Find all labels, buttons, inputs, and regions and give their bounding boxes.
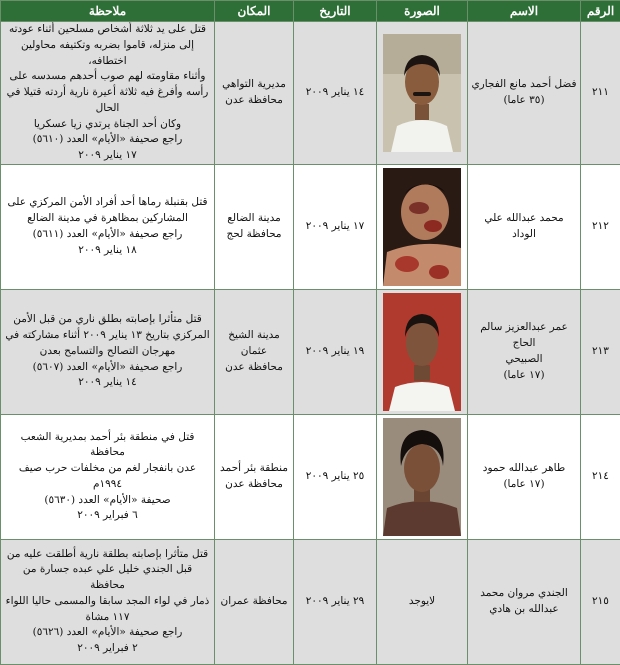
header-date: التاريخ bbox=[294, 1, 377, 22]
name-age: (١٧ عاما) bbox=[471, 477, 577, 493]
header-place: المكان bbox=[215, 1, 294, 22]
place-line: محافظة عدن bbox=[218, 93, 290, 109]
note-date: ٢ فبراير ٢٠٠٩ bbox=[4, 641, 211, 657]
portrait-photo bbox=[383, 34, 461, 152]
name-line: الصبيحي bbox=[471, 352, 577, 368]
portrait-photo bbox=[383, 418, 461, 536]
note-line: رأسه وأفرغ فيه ثلاثة أعيرة نارية أردته قتيلا في الحال bbox=[4, 85, 211, 117]
header-number: الرقم bbox=[581, 1, 620, 22]
table-row bbox=[1, 414, 620, 539]
row-note bbox=[1, 539, 215, 664]
name-line: عمر عبدالعزيز سالم الحاج bbox=[471, 320, 577, 352]
note-date: ١٨ يناير ٢٠٠٩ bbox=[4, 243, 211, 259]
note-line: المركزي بتاريخ ١٣ يناير ٢٠٠٩ أثناء مشاركته في bbox=[4, 328, 211, 344]
note-date: ١٤ يناير ٢٠٠٩ bbox=[4, 375, 211, 391]
note-line: وأثناء مقاومته لهم صوب أحدهم مسدسه على bbox=[4, 69, 211, 85]
row-photo bbox=[377, 164, 468, 289]
place-line: محافظة عدن bbox=[218, 360, 290, 376]
row-note bbox=[1, 22, 215, 165]
place-line: محافظة عدن bbox=[218, 477, 290, 493]
row-note bbox=[1, 289, 215, 414]
row-number: ٢١٤ bbox=[581, 414, 620, 539]
row-photo bbox=[377, 414, 468, 539]
row-number: ٢١١ bbox=[581, 22, 620, 165]
header-name: الاسم bbox=[468, 1, 581, 22]
row-date: ٢٥ يناير ٢٠٠٩ bbox=[294, 414, 377, 539]
row-note bbox=[1, 414, 215, 539]
place-line: عثمان bbox=[218, 344, 290, 360]
note-line: قتل في منطقة بئر أحمد بمديرية الشعب محافظة bbox=[4, 430, 211, 462]
row-name bbox=[468, 414, 581, 539]
note-line: ذمار في لواء المجد سابقا والمسمى حاليا اللواء bbox=[4, 594, 211, 610]
name-age: (١٧ عاما) bbox=[471, 368, 577, 384]
table-row bbox=[1, 164, 620, 289]
note-date: ٦ فبراير ٢٠٠٩ bbox=[4, 508, 211, 524]
note-line: قبل الجندي خليل علي عبده جسارة من محافظة bbox=[4, 562, 211, 594]
row-date: ١٧ يناير ٢٠٠٩ bbox=[294, 164, 377, 289]
row-photo bbox=[377, 22, 468, 165]
place-line: مدينة الشيخ bbox=[218, 328, 290, 344]
name-line: عبدالله بن هادي bbox=[471, 602, 577, 618]
place-line: مديرية التواهي bbox=[218, 77, 290, 93]
note-line: ١١٧ مشاة bbox=[4, 610, 211, 626]
row-number: ٢١٥ bbox=[581, 539, 620, 664]
row-photo bbox=[377, 289, 468, 414]
note-line: وكان أحد الجناة يرتدي زيا عسكريا bbox=[4, 117, 211, 133]
note-line: قتل متأثرا بإصابته بطلقة نارية أطلقت عليه من bbox=[4, 547, 211, 563]
row-place bbox=[215, 414, 294, 539]
note-line: مهرجان التصالح والتسامح بعدن bbox=[4, 344, 211, 360]
name-line: فضل أحمد مانع الفجاري bbox=[471, 77, 577, 93]
name-line: طاهر عبدالله حمود bbox=[471, 461, 577, 477]
portrait-photo bbox=[383, 168, 461, 286]
note-line: ١٩٩٤م bbox=[4, 477, 211, 493]
note-line: عدن بانفجار لغم من مخلفات حرب صيف bbox=[4, 461, 211, 477]
table-row bbox=[1, 539, 620, 664]
row-name bbox=[468, 539, 581, 664]
row-place bbox=[215, 164, 294, 289]
row-place bbox=[215, 289, 294, 414]
table-row bbox=[1, 22, 620, 165]
name-age: (٣٥ عاما) bbox=[471, 93, 577, 109]
note-line: إلى منزله، قاموا بضربه وتكتيفه محاولين اختطافه، bbox=[4, 38, 211, 70]
row-name bbox=[468, 289, 581, 414]
table-row bbox=[1, 289, 620, 414]
row-number: ٢١٣ bbox=[581, 289, 620, 414]
place-line: محافظة لحج bbox=[218, 227, 290, 243]
row-date: ٢٩ يناير ٢٠٠٩ bbox=[294, 539, 377, 664]
header-photo: الصورة bbox=[377, 1, 468, 22]
row-place bbox=[215, 539, 294, 664]
place-line: منطقة بئر أحمد bbox=[218, 461, 290, 477]
name-line: محمد عبدالله علي الوداد bbox=[471, 211, 577, 243]
note-source: راجع صحيفة «الأيام» العدد (٥٦١١) bbox=[4, 227, 211, 243]
row-name bbox=[468, 164, 581, 289]
note-line: المشاركين بمظاهرة في مدينة الضالع bbox=[4, 211, 211, 227]
row-place bbox=[215, 22, 294, 165]
header-row bbox=[1, 1, 620, 22]
note-source: صحيفة «الأيام» العدد (٥٦٣٠) bbox=[4, 493, 211, 509]
row-note bbox=[1, 164, 215, 289]
row-date: ١٩ يناير ٢٠٠٩ bbox=[294, 289, 377, 414]
header-note: ملاحظة bbox=[1, 1, 215, 22]
portrait-photo bbox=[383, 293, 461, 411]
note-date: ١٧ يناير ٢٠٠٩ bbox=[4, 148, 211, 164]
name-line: الجندي مروان محمد bbox=[471, 586, 577, 602]
place-line: مدينة الضالع bbox=[218, 211, 290, 227]
note-line: قتل متأثرا بإصابته بطلق ناري من قبل الأمن bbox=[4, 312, 211, 328]
row-number: ٢١٢ bbox=[581, 164, 620, 289]
place-line: محافظة عمران bbox=[218, 594, 290, 610]
note-line: قتل بقنبلة رماها أحد أفراد الأمن المركزي على bbox=[4, 195, 211, 211]
note-line: قتل على يد ثلاثة أشخاص مسلحين أثناء عودته bbox=[4, 22, 211, 38]
note-source: راجع صحيفة «الأيام» العدد (٥٦٢٦) bbox=[4, 625, 211, 641]
row-photo: لايوجد bbox=[377, 539, 468, 664]
note-source: راجع صحيفة «الأيام» العدد (٥٦٠٧) bbox=[4, 360, 211, 376]
note-source: راجع صحيفة «الأيام» العدد (٥٦١٠) bbox=[4, 132, 211, 148]
row-date: ١٤ يناير ٢٠٠٩ bbox=[294, 22, 377, 165]
row-name bbox=[468, 22, 581, 165]
